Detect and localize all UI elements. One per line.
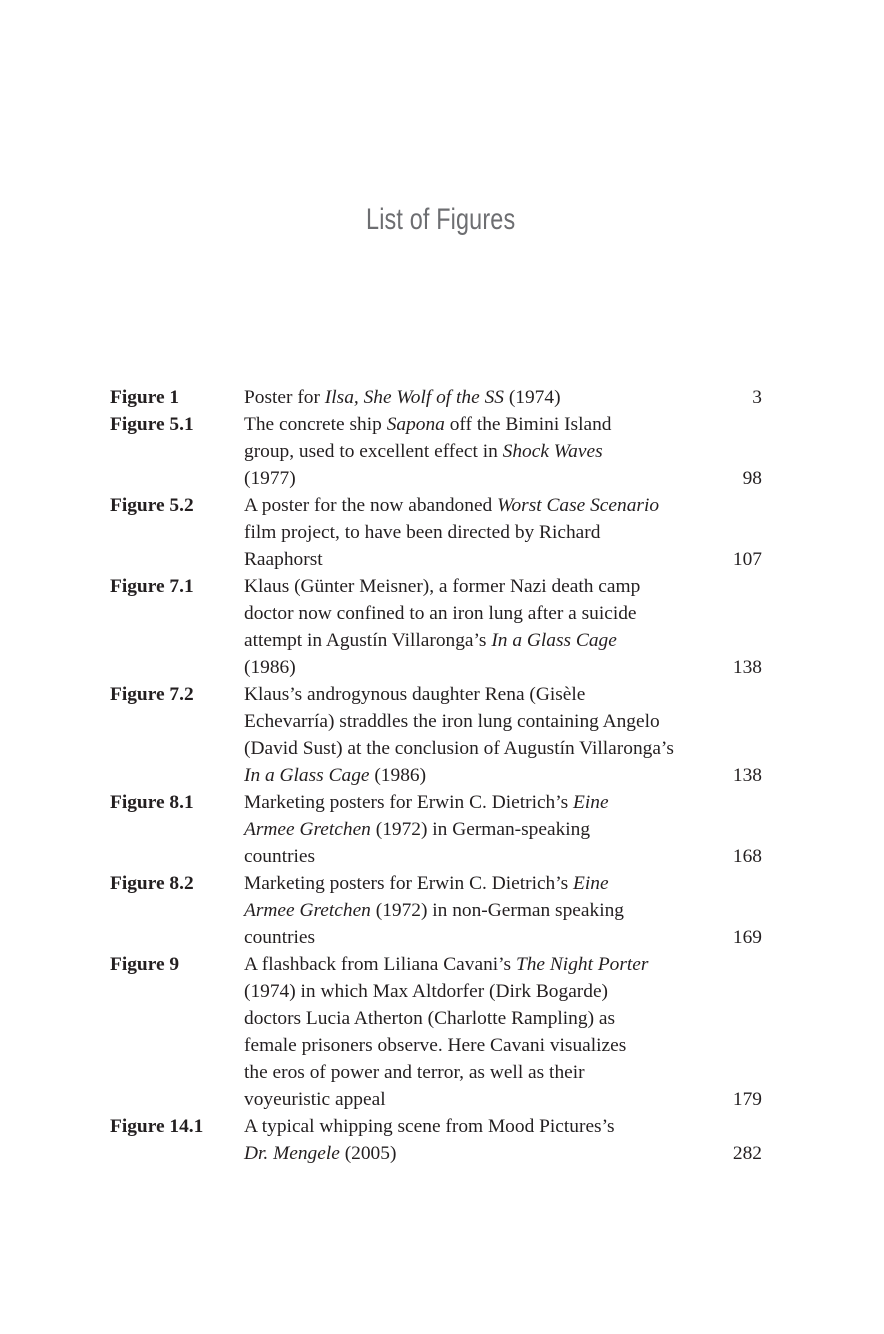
caption-text	[244, 654, 732, 681]
caption-line	[244, 897, 762, 924]
caption-line	[244, 546, 762, 573]
caption-segment: (1977)	[244, 468, 296, 489]
caption-text	[244, 546, 732, 573]
caption-title-italic: Ilsa, She Wolf of the SS	[324, 387, 504, 408]
figure-caption	[244, 411, 762, 492]
page-title: List of Figures	[366, 203, 516, 236]
figure-caption	[244, 573, 762, 681]
figure-entry	[110, 870, 762, 951]
caption-line	[244, 681, 762, 708]
caption-segment: A typical whipping scene from Mood Pictures’s	[244, 1116, 615, 1137]
caption-segment: film project, to have been directed by Richard	[244, 522, 601, 543]
caption-text	[244, 411, 762, 438]
page-number: 179	[732, 1089, 762, 1110]
figure-entry	[110, 573, 762, 681]
caption-line	[244, 600, 762, 627]
caption-line	[244, 708, 762, 735]
caption-segment: A flashback from Liliana Cavani’s	[244, 954, 516, 975]
caption-text	[244, 789, 762, 816]
caption-text	[244, 978, 762, 1005]
caption-text	[244, 465, 732, 492]
caption-line	[244, 627, 762, 654]
caption-segment: doctor now confined to an iron lung after a suicide	[244, 603, 637, 624]
caption-line	[244, 573, 762, 600]
caption-text	[244, 492, 762, 519]
caption-text	[244, 1140, 732, 1167]
caption-line	[244, 951, 762, 978]
caption-segment: attempt in Agustín Villaronga’s	[244, 630, 492, 651]
caption-line	[244, 1086, 762, 1113]
caption-segment: doctors Lucia Atherton (Charlotte Rampling) as	[244, 1008, 616, 1029]
caption-segment: group, used to excellent effect in	[244, 441, 503, 462]
figure-label: Figure 8.1	[110, 792, 194, 813]
caption-title-italic: Shock Waves	[502, 441, 603, 462]
caption-text	[244, 681, 762, 708]
caption-line	[244, 384, 762, 411]
caption-text	[244, 843, 732, 870]
caption-line	[244, 1005, 762, 1032]
figure-caption	[244, 951, 762, 1113]
caption-line	[244, 438, 762, 465]
caption-title-italic: In a Glass Cage	[491, 630, 617, 651]
caption-segment: Marketing posters for Erwin C. Dietrich’s	[244, 873, 574, 894]
caption-line	[244, 654, 762, 681]
figure-entry	[110, 1113, 762, 1167]
page-number: 169	[732, 927, 762, 948]
caption-segment: Echevarría) straddles the iron lung containing Angelo	[244, 711, 660, 732]
caption-text	[244, 762, 732, 789]
figure-caption	[244, 492, 762, 573]
caption-text	[244, 627, 762, 654]
caption-title-italic: Eine	[573, 792, 609, 813]
figure-caption	[244, 1113, 762, 1167]
page-number: 168	[732, 846, 762, 867]
figure-caption	[244, 789, 762, 870]
figure-caption	[244, 681, 762, 789]
caption-text	[244, 1086, 732, 1113]
figure-caption	[244, 870, 762, 951]
caption-title-italic: In a Glass Cage	[244, 765, 370, 786]
caption-title-italic: Armee Gretchen	[244, 819, 371, 840]
caption-line	[244, 1113, 762, 1140]
caption-title-italic: Dr. Mengele	[244, 1143, 340, 1164]
caption-segment: Klaus’s androgynous daughter Rena (Gisèle	[244, 684, 586, 705]
caption-segment: countries	[244, 927, 316, 948]
figure-caption	[244, 384, 762, 411]
caption-line	[244, 978, 762, 1005]
caption-text	[244, 897, 762, 924]
caption-segment: (1972) in German-speaking	[370, 819, 591, 840]
caption-segment: female prisoners observe. Here Cavani visualizes	[244, 1035, 627, 1056]
caption-line	[244, 1032, 762, 1059]
caption-line	[244, 1059, 762, 1086]
page-number: 138	[732, 657, 762, 678]
figure-entry	[110, 411, 762, 492]
caption-line	[244, 411, 762, 438]
caption-line	[244, 492, 762, 519]
caption-title-italic: The Night Porter	[515, 954, 649, 975]
figure-entry	[110, 789, 762, 870]
caption-segment: Marketing posters for Erwin C. Dietrich’s	[244, 792, 574, 813]
caption-line	[244, 735, 762, 762]
page-number: 282	[732, 1143, 762, 1164]
caption-text	[244, 1059, 762, 1086]
caption-line	[244, 1140, 762, 1167]
caption-segment: A poster for the now abandoned	[244, 495, 498, 516]
caption-text	[244, 951, 762, 978]
figure-entry	[110, 681, 762, 789]
caption-segment: (1986)	[244, 657, 296, 678]
caption-text	[244, 384, 732, 411]
caption-segment: Klaus (Günter Meisner), a former Nazi death camp	[244, 576, 641, 597]
caption-segment: (1974) in which Max Altdorfer (Dirk Bogarde)	[244, 981, 609, 1002]
caption-text	[244, 1032, 762, 1059]
caption-text	[244, 1113, 762, 1140]
caption-text	[244, 1005, 762, 1032]
caption-segment: countries	[244, 846, 316, 867]
figure-label: Figure 1	[110, 387, 180, 408]
page-number: 98	[742, 468, 762, 489]
caption-segment: Poster for	[244, 387, 325, 408]
figure-label: Figure 5.1	[110, 414, 194, 435]
caption-line	[244, 519, 762, 546]
caption-segment: The concrete ship	[244, 414, 387, 435]
figure-label: Figure 9	[110, 954, 180, 975]
page-number: 3	[752, 387, 762, 408]
figure-label: Figure 14.1	[110, 1116, 204, 1137]
caption-text	[244, 924, 732, 951]
caption-segment: (1986)	[369, 765, 427, 786]
caption-segment: (David Sust) at the conclusion of Augustín Villaronga’s	[244, 738, 674, 759]
caption-line	[244, 465, 762, 492]
caption-segment: (1972) in non-German speaking	[370, 900, 624, 921]
caption-text	[244, 870, 762, 897]
caption-line	[244, 924, 762, 951]
figure-label: Figure 8.2	[110, 873, 194, 894]
caption-line	[244, 816, 762, 843]
page-number: 138	[732, 765, 762, 786]
caption-segment: (2005)	[339, 1143, 397, 1164]
figure-label: Figure 7.1	[110, 576, 194, 597]
caption-text	[244, 438, 762, 465]
caption-title-italic: Sapona	[386, 414, 445, 435]
figure-entry	[110, 951, 762, 1113]
figure-label: Figure 7.2	[110, 684, 194, 705]
caption-text	[244, 816, 762, 843]
caption-title-italic: Worst Case Scenario	[497, 495, 660, 516]
caption-segment: voyeuristic appeal	[244, 1089, 386, 1110]
caption-text	[244, 600, 762, 627]
caption-segment: off the Bimini Island	[444, 414, 612, 435]
figure-label: Figure 5.2	[110, 495, 194, 516]
page-number: 107	[732, 549, 762, 570]
caption-text	[244, 708, 762, 735]
caption-text	[244, 519, 762, 546]
caption-segment: Raaphorst	[244, 549, 323, 570]
caption-line	[244, 789, 762, 816]
caption-segment: the eros of power and terror, as well as their	[244, 1062, 585, 1083]
figure-entry	[110, 492, 762, 573]
caption-title-italic: Eine	[573, 873, 609, 894]
caption-line	[244, 762, 762, 789]
caption-segment: (1974)	[503, 387, 561, 408]
caption-title-italic: Armee Gretchen	[244, 900, 371, 921]
figure-entry	[110, 384, 762, 411]
caption-text	[244, 735, 762, 762]
caption-text	[244, 573, 762, 600]
caption-line	[244, 843, 762, 870]
caption-line	[244, 870, 762, 897]
figure-list	[110, 384, 762, 1167]
